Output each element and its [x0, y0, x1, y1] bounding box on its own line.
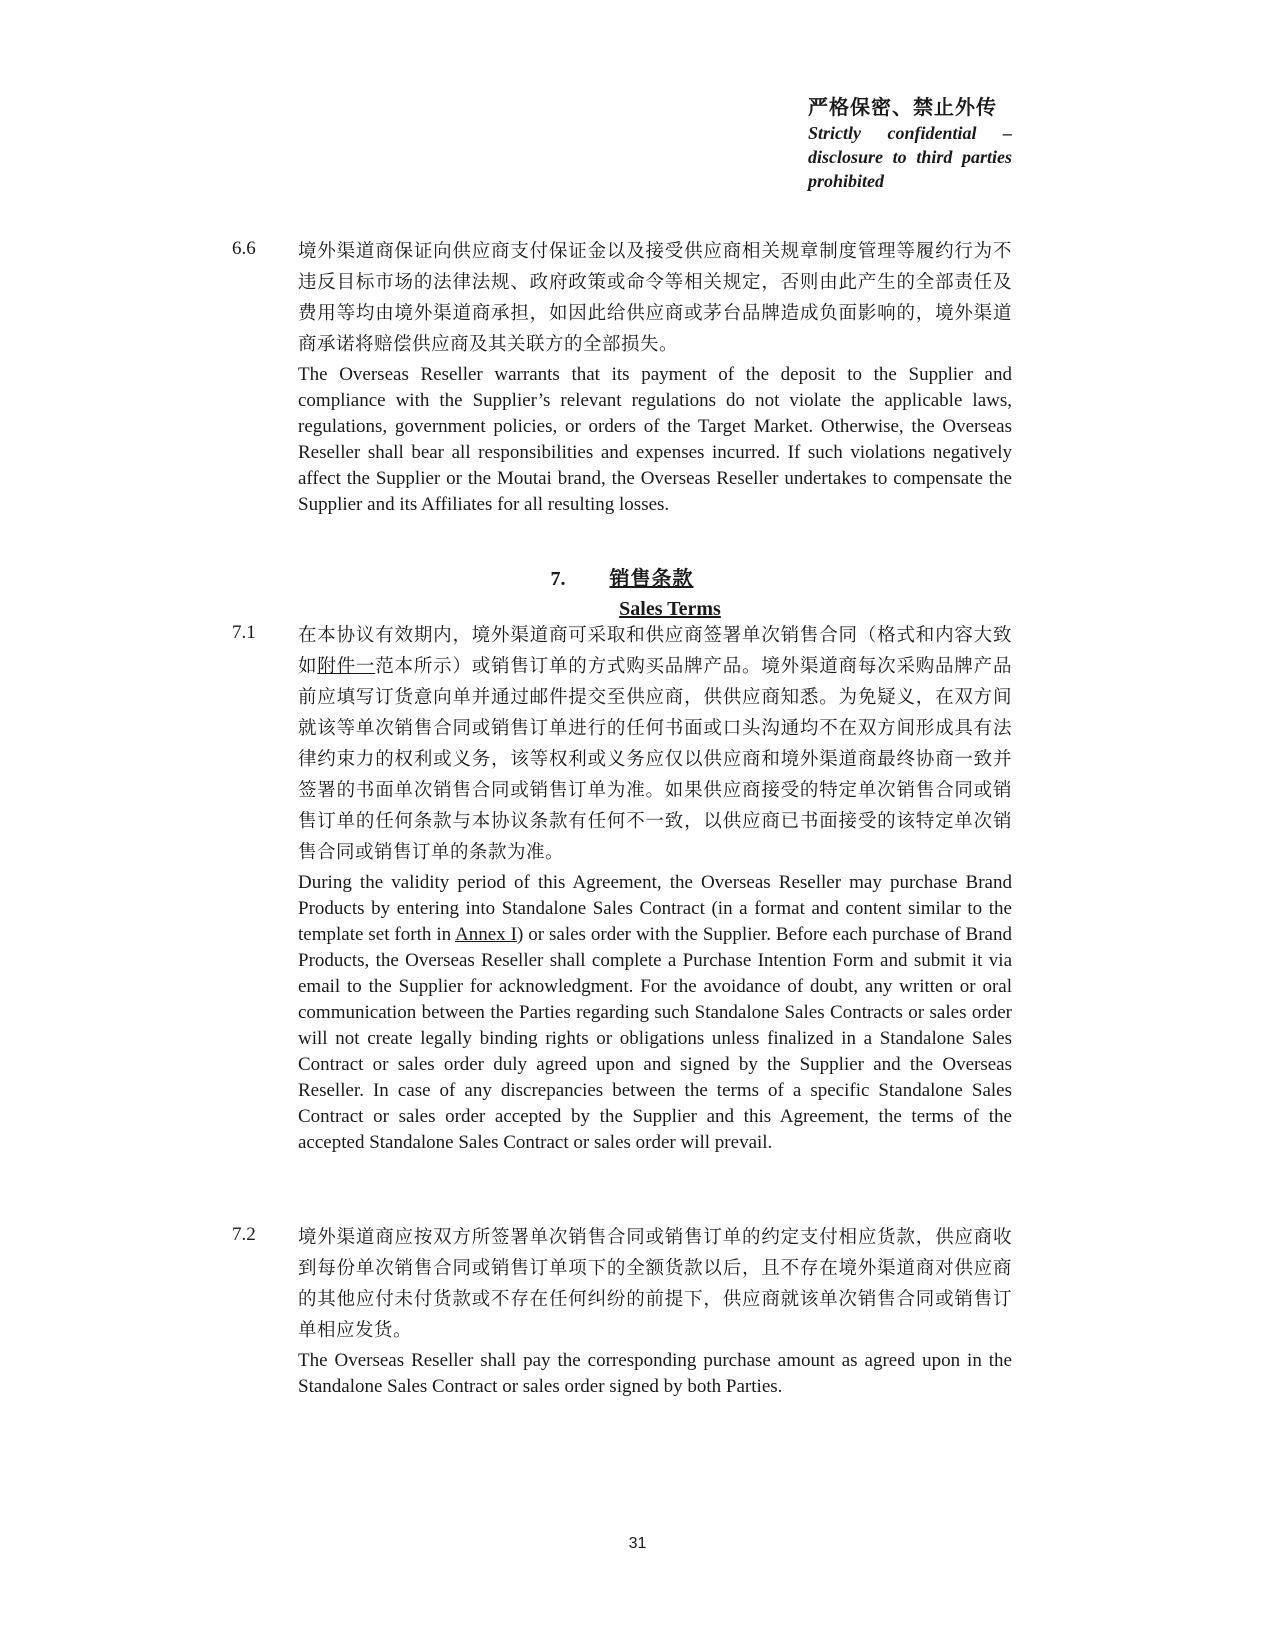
clause-text-cn-part: 在本协议有效期内，境外渠道商可采取和供应商签署单次销售合同（格式和内容大致如	[298, 625, 1012, 677]
annex-reference-en: Annex I	[455, 924, 517, 945]
clause-7-1	[232, 620, 1012, 1156]
section-heading	[232, 563, 1012, 624]
clause-text-cn: 境外渠道商应按双方所签署单次销售合同或销售订单的约定支付相应货款，供应商收到每份单次销售合同或销售订单项下的全额货款以后，且不存在境外渠道商对供应商的其他应付未付货款或不存在任何纠纷的前提下，供应商就该单次销售合同或销售订单相应发货。	[298, 1227, 1012, 1341]
clause-number: 6.6	[232, 238, 256, 259]
clause-text-cn: 境外渠道商保证向供应商支付保证金以及接受供应商相关规章制度管理等履约行为不违反目标市场的法律法规、政府政策或命令等相关规定，否则由此产生的全部责任及费用等均由境外渠道商承担，如因此给供应商或茅台品牌造成负面影响的，境外渠道商承诺将赔偿供应商及其关联方的全部损失。	[298, 241, 1012, 355]
confidentiality-notice-en: Strictly confidential – disclosure to third parties prohibited	[808, 123, 1012, 191]
page-number: 31	[628, 1535, 647, 1552]
annex-reference-cn: 附件一	[317, 656, 376, 677]
clause-text-en: The Overseas Reseller warrants that its payment of the deposit to the Supplier and compliance with the Supplier’s relevant regulations do not violate the applicable laws, regulations, government policies, or orders of the Target Market. Otherwise, the Overseas Reseller shall bear all responsibilities and expenses incurred. If such violations negatively affect the Supplier or the Moutai brand, the Overseas Reseller undertakes to compensate the Supplier and its Affiliates for all resulting losses.	[298, 364, 1012, 515]
section-number: 7.	[550, 568, 566, 590]
section-title-cn: 销售条款	[609, 566, 694, 590]
confidentiality-notice	[808, 95, 1012, 193]
clause-7-2	[232, 1222, 1012, 1400]
clause-number: 7.2	[232, 1224, 256, 1245]
clause-body	[298, 236, 1012, 518]
clause-6-6	[232, 236, 1012, 518]
confidentiality-notice-cn: 严格保密、禁止外传	[808, 97, 997, 119]
clause-number: 7.1	[232, 622, 256, 643]
clause-body	[298, 1222, 1012, 1400]
clause-text-en-part: During the validity period of this Agreement, the Overseas Reseller may purchase Brand Products by entering into Standalone Sales Contract (in a format and content similar to the template set forth in	[298, 872, 1012, 945]
clause-text-cn	[298, 620, 1012, 868]
section-title-en: Sales Terms	[619, 598, 721, 620]
clause-body	[298, 620, 1012, 1156]
clause-text-en: The Overseas Reseller shall pay the corresponding purchase amount as agreed upon in the Standalone Sales Contract or sales order signed by both Parties.	[298, 1350, 1012, 1397]
clause-text-en-part: ) or sales order with the Supplier. Before each purchase of Brand Products, the Overseas Reseller shall complete a Purchase Intention Form and submit it via email to the Supplier for acknowledgment. For the avoidance of doubt, any written or oral communication between the Parties regarding such Standalone Sales Contracts or sales order will not create legally binding rights or obligations unless finalized in a Standalone Sales Contract or sales order duly agreed upon and signed by the Supplier and the Overseas Reseller. In case of any discrepancies between the terms of a specific Standalone Sales Contract or sales order accepted by the Supplier and this Agreement, the terms of the accepted Standalone Sales Contract or sales order will prevail.	[298, 924, 1012, 1153]
clause-text-en	[298, 870, 1012, 1156]
clause-text-cn-part: 范本所示）或销售订单的方式购买品牌产品。境外渠道商每次采购品牌产品前应填写订货意向单并通过邮件提交至供应商，供供应商知悉。为免疑义，在双方间就该等单次销售合同或销售订单进行的任何书面或口头沟通均不在双方间形成具有法律约束力的权利或义务，该等权利或义务应仅以供应商和境外渠道商最终协商一致并签署的书面单次销售合同或销售订单为准。如果供应商接受的特定单次销售合同或销售订单的任何条款与本协议条款有任何不一致，以供应商已书面接受的该特定单次销售合同或销售订单的条款为准。	[298, 656, 1012, 863]
